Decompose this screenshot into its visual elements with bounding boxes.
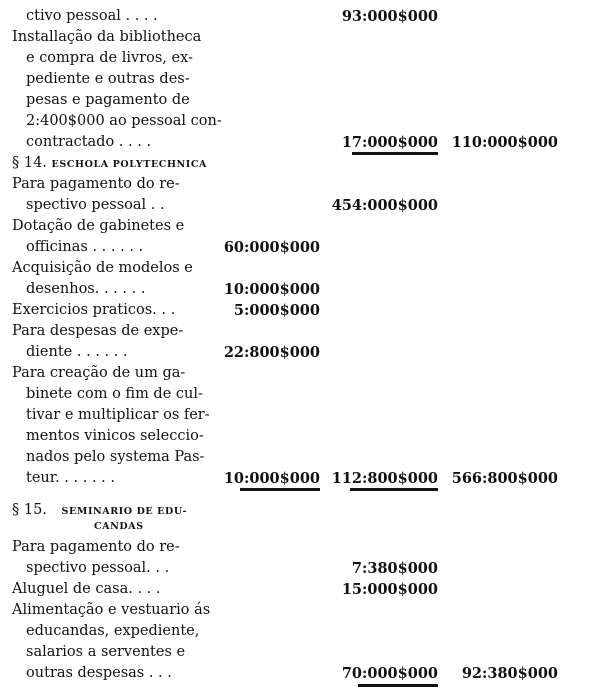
total-amount: 92:380$000 (461, 665, 558, 682)
section-heading-15 (12, 502, 187, 520)
underline-rule (352, 152, 438, 155)
text-line: tivar e multiplicar os fer- (26, 407, 210, 423)
amount: 454:000$000 (331, 197, 438, 214)
section-title-continued: CANDAS (94, 521, 144, 532)
text-line: Para pagamento do re- (12, 176, 180, 192)
total-amount: 566:800$000 (451, 470, 558, 487)
amount: 17:000$000 (341, 134, 438, 151)
underline-rule (240, 488, 320, 491)
amount: 22:800$000 (223, 344, 320, 361)
text-line: Exercicios praticos. . . (12, 302, 176, 318)
section-number: § 15. (12, 502, 47, 518)
amount: 10:000$000 (223, 281, 320, 298)
text-line: contractado . . . . (26, 134, 152, 150)
text-line: Para despesas de expe- (12, 323, 184, 339)
section-number: § 14. (12, 155, 47, 171)
text-line: pediente e outras des- (26, 71, 190, 87)
text-line: salarios a serventes e (26, 644, 186, 660)
text-line: spectivo pessoal . . (26, 197, 165, 213)
text-line: Dotação de gabinetes e (12, 218, 185, 234)
text-line: nados pelo systema Pas- (26, 449, 205, 465)
text-line: outras despesas . . . (26, 665, 172, 681)
amount: 60:000$000 (223, 239, 320, 256)
text-line: pesas e pagamento de (26, 92, 190, 108)
total-amount: 110:000$000 (451, 134, 558, 151)
text-line: desenhos. . . . . . (26, 281, 146, 297)
amount: 5:000$000 (233, 302, 320, 319)
underline-rule (358, 684, 438, 687)
amount: 112:800$000 (331, 470, 438, 487)
text-line: officinas . . . . . . (26, 239, 144, 255)
text-line: e compra de livros, ex- (26, 50, 193, 66)
text-line: diente . . . . . . (26, 344, 128, 360)
section-title: ESCHOLA POLYTECHNICA (51, 159, 207, 170)
text-line: teur. . . . . . . (26, 470, 116, 486)
text-line: Acquisição de modelos e (12, 260, 193, 276)
text-line: 2:400$000 ao pessoal con- (26, 113, 222, 129)
section-heading-14 (12, 155, 207, 173)
text-line: mentos vinicos seleccio- (26, 428, 204, 444)
text-line: Para creação de um ga- (12, 365, 186, 381)
text-line: spectivo pessoal. . . (26, 560, 170, 576)
text-line: Installação da bibliotheca (12, 29, 202, 45)
text-line: Aluguel de casa. . . . (12, 581, 161, 597)
amount: 70:000$000 (341, 665, 438, 682)
text-line: ctivo pessoal . . . . (26, 8, 158, 24)
amount: 15:000$000 (341, 581, 438, 598)
amount: 93:000$000 (341, 8, 438, 25)
underline-rule (350, 488, 438, 491)
section-title: SEMINARIO DE EDU- (61, 506, 188, 517)
text-line: Alimentação e vestuario ás (12, 602, 211, 618)
text-line: binete com o fim de cul- (26, 386, 203, 402)
text-line: Para pagamento do re- (12, 539, 180, 555)
amount: 7:380$000 (351, 560, 438, 577)
amount: 10:000$000 (223, 470, 320, 487)
text-line: educandas, expediente, (26, 623, 200, 639)
